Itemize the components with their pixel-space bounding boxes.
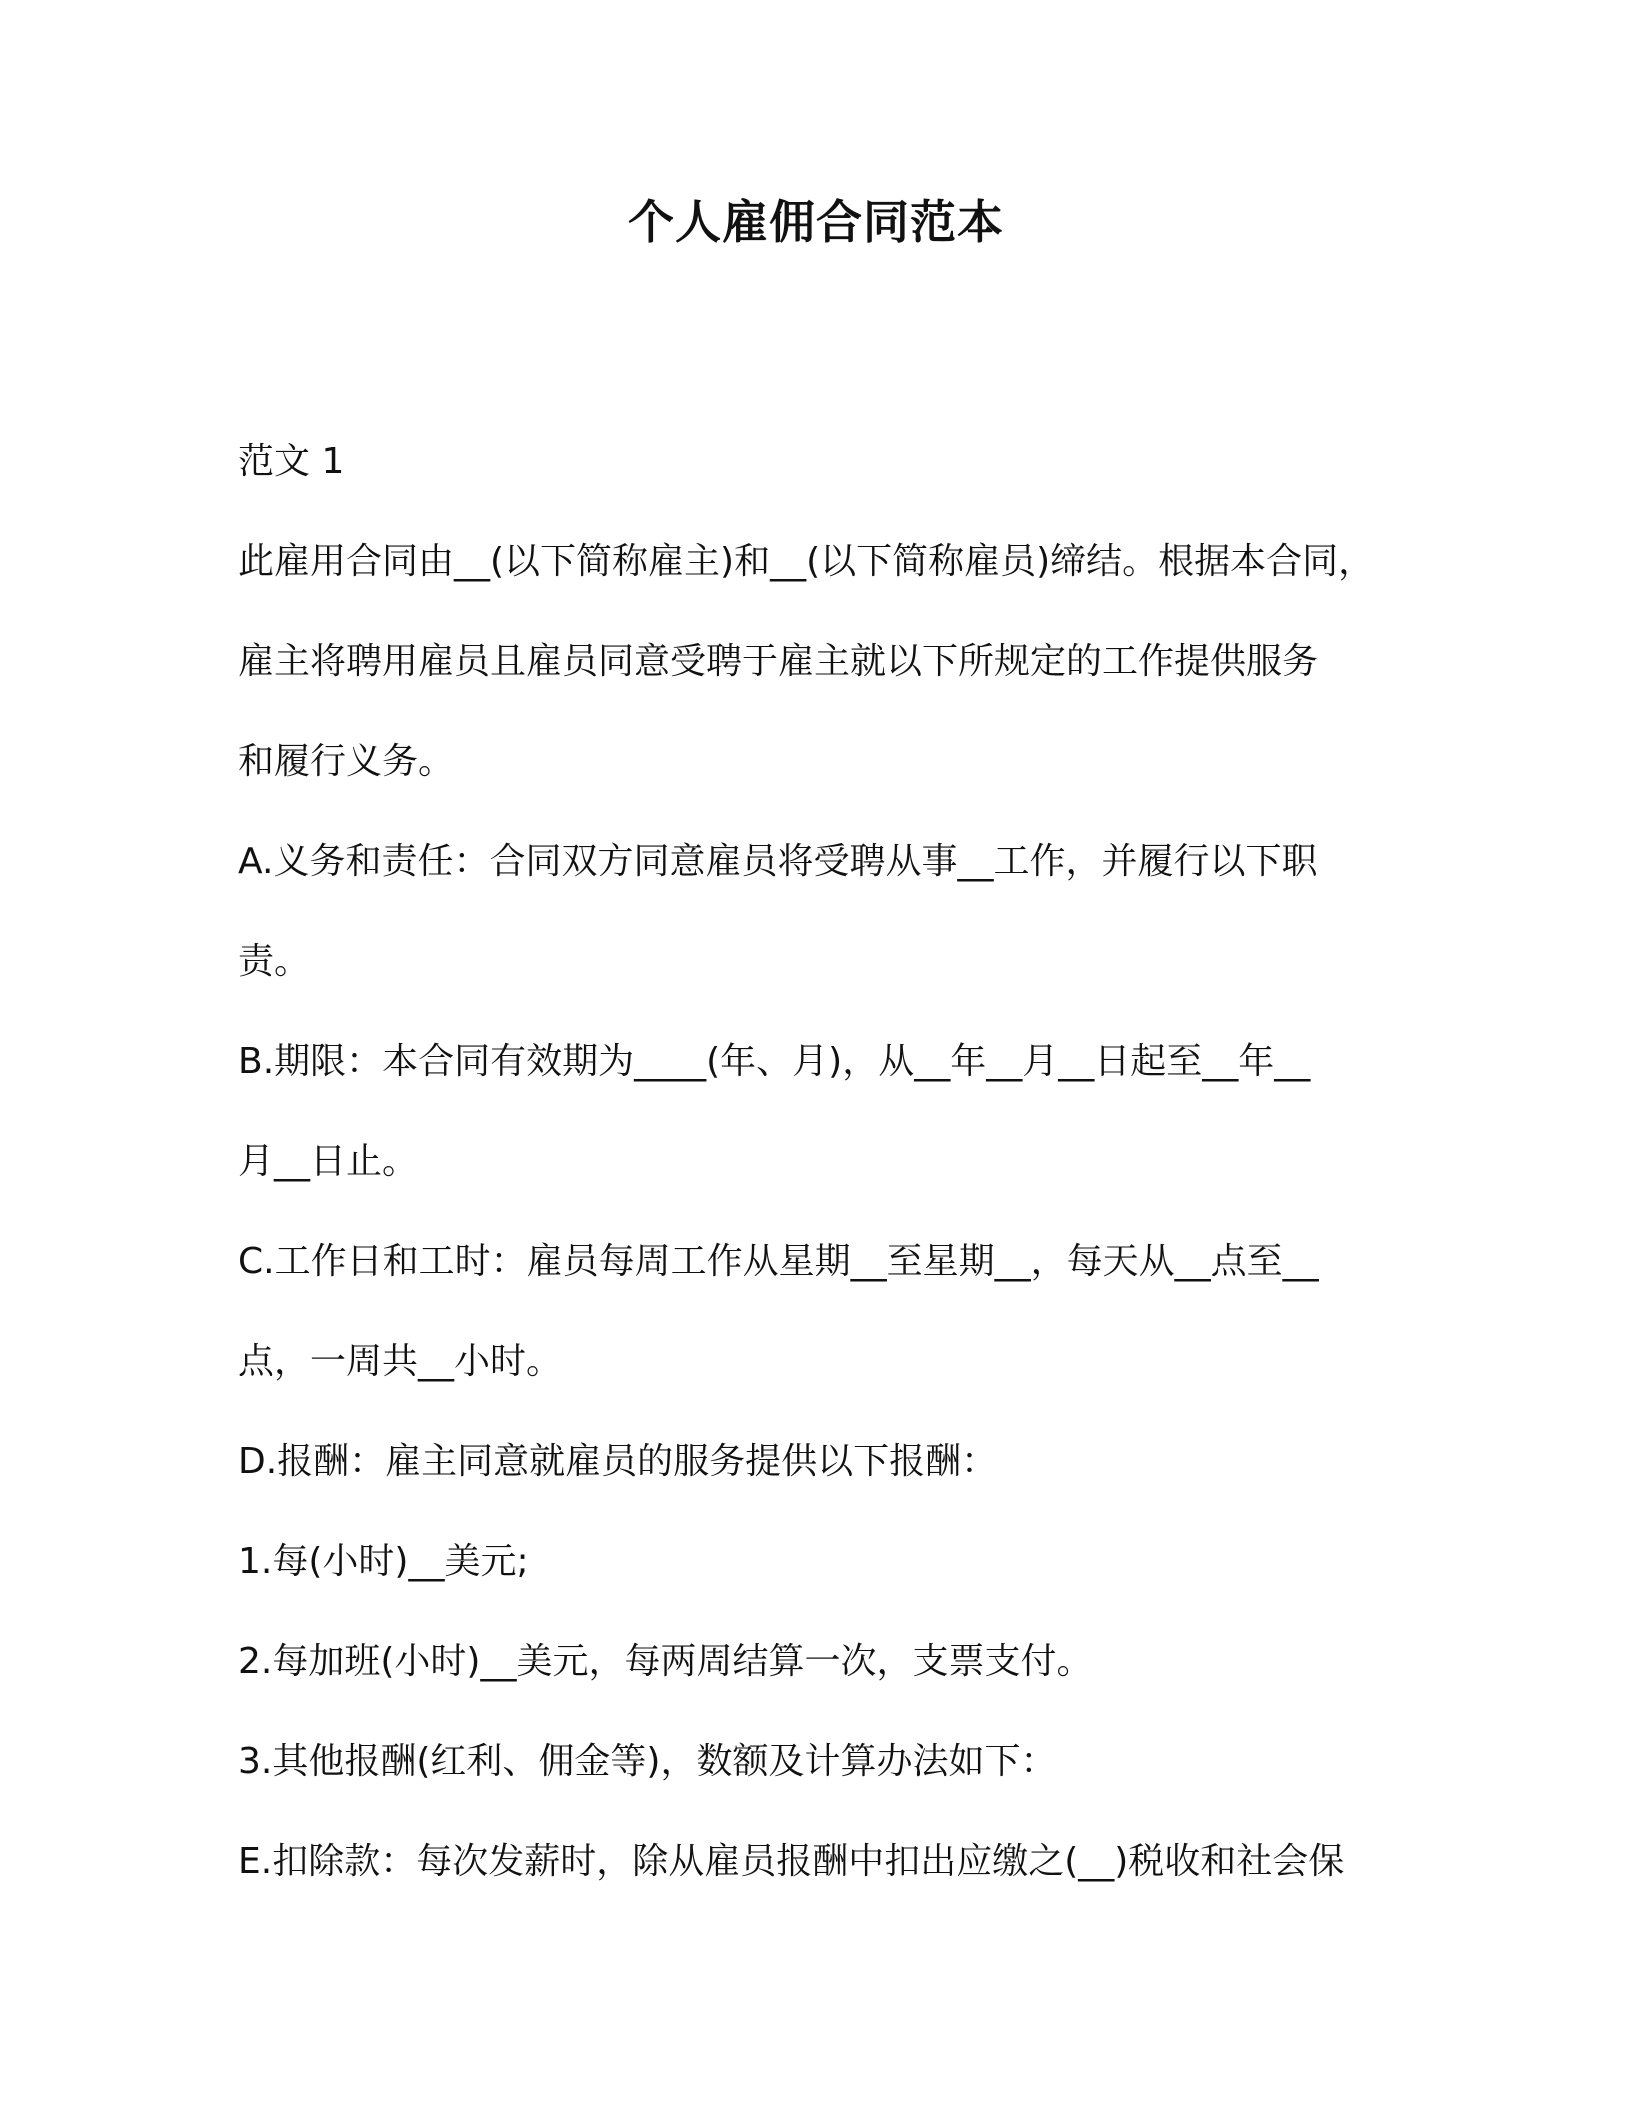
clause-a-line: 责。 (238, 941, 311, 982)
paragraph-line: 和履行义务。 (238, 741, 455, 782)
paragraph-line: 此雇用合同由__(以下简称雇主)和__(以下简称雇员)缔结。根据本合同， (238, 541, 1375, 582)
clause-c-line: C.工作日和工时：雇员每周工作从星期__至星期__，每天从__点至__ (238, 1241, 1319, 1282)
clause-a-line: A.义务和责任：合同双方同意雇员将受聘从事__工作，并履行以下职 (238, 841, 1318, 882)
clause-e-line: E.扣除款：每次发薪时，除从雇员报酬中扣出应缴之(__)税收和社会保 (238, 1841, 1345, 1882)
clause-d-line: D.报酬：雇主同意就雇员的服务提供以下报酬： (238, 1441, 998, 1482)
document-body (238, 412, 1418, 1912)
clause-c-line: 点，一周共__小时。 (238, 1341, 563, 1382)
list-item: 3.其他报酬(红利、佣金等)，数额及计算办法如下： (238, 1741, 1057, 1782)
list-item: 2.每加班(小时)__美元，每两周结算一次，支票支付。 (238, 1641, 1093, 1682)
document-title: 个人雇佣合同范本 (628, 195, 1004, 249)
section-heading: 范文 1 (238, 441, 345, 482)
paragraph-line: 雇主将聘用雇员且雇员同意受聘于雇主就以下所规定的工作提供服务 (238, 641, 1319, 682)
clause-b-line: B.期限：本合同有效期为____(年、月)，从__年__月__日起至__年__ (238, 1041, 1311, 1082)
list-item: 1.每(小时)__美元; (238, 1541, 529, 1582)
clause-b-line: 月__日止。 (238, 1141, 419, 1182)
